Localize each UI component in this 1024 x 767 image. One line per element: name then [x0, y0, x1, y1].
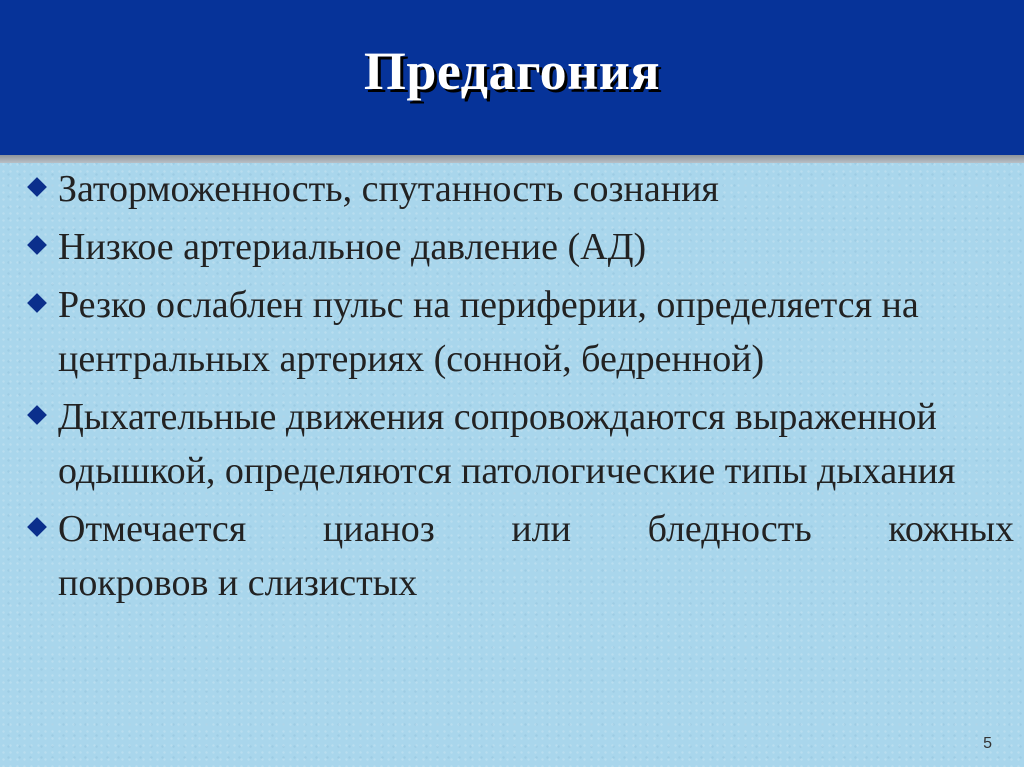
slide-title: Предагония [363, 40, 661, 101]
bullet-list [24, 162, 1014, 610]
bullet-text-line-2: покровов и слизистых [58, 562, 418, 604]
bullet-text-line-1: Отмечается цианоз или бледность кожных [58, 508, 1014, 550]
bullet-text: Низкое артериальное давление (АД) [58, 226, 647, 268]
list-item [24, 162, 1014, 216]
list-item [24, 502, 1014, 610]
diamond-bullet-icon [27, 293, 47, 313]
list-item [24, 278, 1014, 386]
list-item [24, 390, 1014, 498]
bullet-text: Резко ослаблен пульс на периферии, определяется на центральных артериях (сонной, бедренной) [58, 284, 919, 380]
diamond-bullet-icon [27, 177, 47, 197]
bullet-text: Заторможенность, спутанность сознания [58, 168, 719, 210]
diamond-bullet-icon [27, 517, 47, 537]
page-number: 5 [983, 735, 992, 752]
diamond-bullet-icon [27, 405, 47, 425]
bullet-text: Дыхательные движения сопровождаются выраженной одышкой, определяются патологические типы дыхания [58, 396, 956, 492]
list-item [24, 220, 1014, 274]
title-bar [0, 0, 1024, 155]
diamond-bullet-icon [27, 235, 47, 255]
bullet-text [58, 502, 1014, 610]
